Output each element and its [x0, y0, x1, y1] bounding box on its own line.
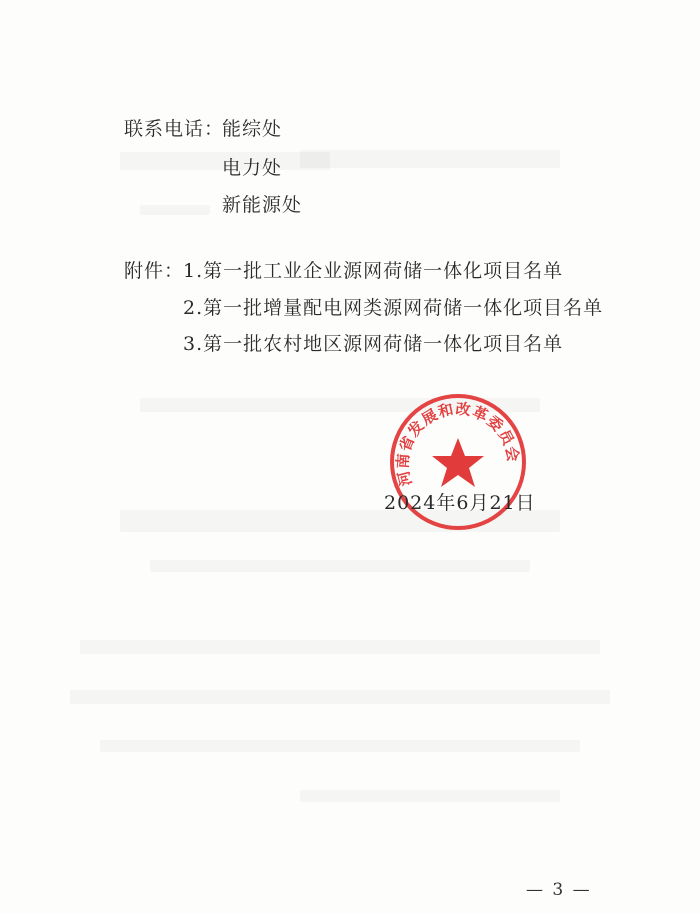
bleed-through-mark — [140, 205, 210, 215]
contact-label: 联系电话： — [124, 118, 225, 140]
bleed-through-mark — [100, 740, 580, 752]
bleed-through-mark — [300, 150, 560, 168]
attachments-label: 附件： — [124, 260, 185, 282]
attachment-item: 1.第一批工业企业源网荷储一体化项目名单 — [183, 260, 564, 282]
document-date: 2024年6月21日 — [384, 492, 536, 514]
bleed-through-mark — [300, 790, 560, 802]
page-number: — 3 — — [526, 880, 592, 900]
seal-star-icon — [432, 438, 484, 487]
attachment-item: 3.第一批农村地区源网荷储一体化项目名单 — [183, 333, 564, 355]
bleed-through-mark — [70, 690, 610, 704]
attachment-item: 2.第一批增量配电网类源网荷储一体化项目名单 — [183, 297, 604, 319]
contact-department: 电力处 — [222, 157, 283, 179]
contact-department: 能综处 — [222, 118, 283, 140]
contact-department: 新能源处 — [222, 194, 303, 216]
bleed-through-mark — [150, 560, 530, 572]
seal-text: 河南省发展和改革委员会 — [393, 399, 523, 488]
bleed-through-mark — [80, 640, 600, 654]
